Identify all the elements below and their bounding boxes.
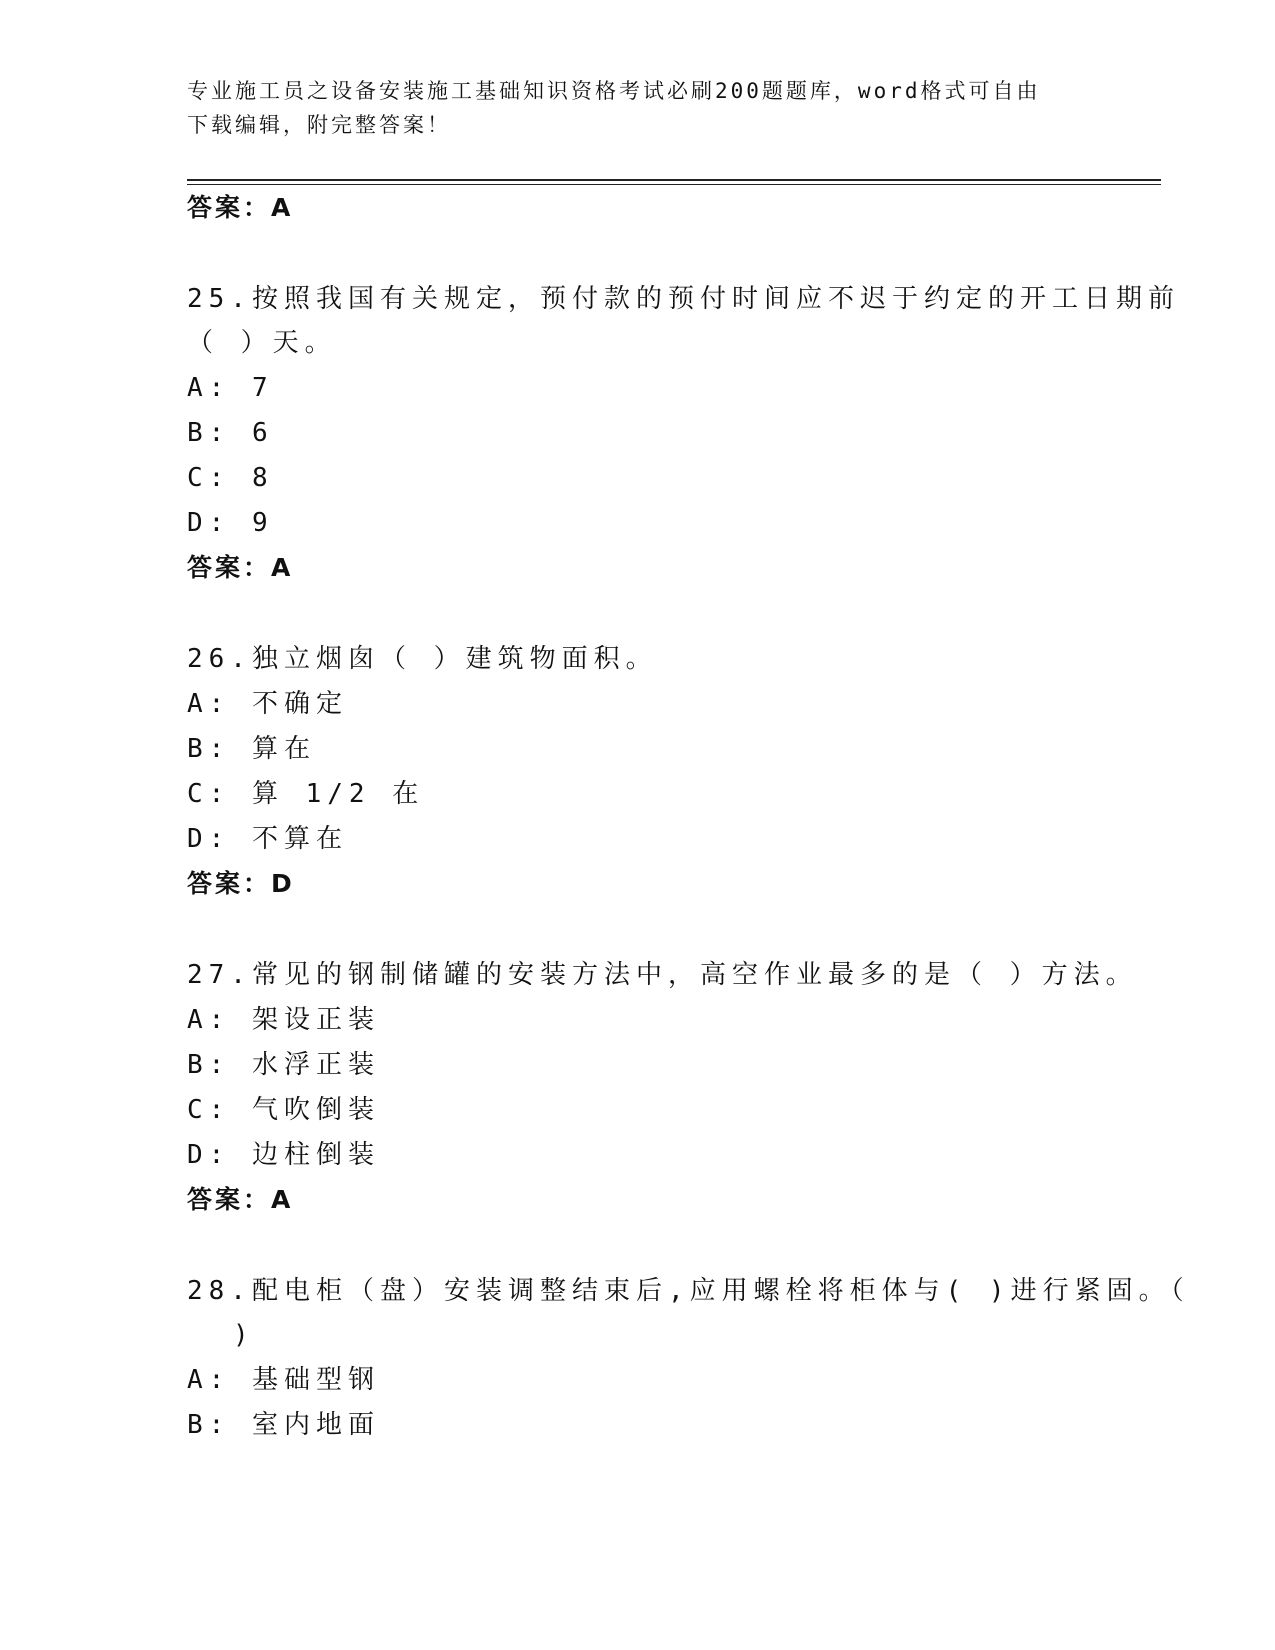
question-25-option-a: A: 7	[187, 373, 274, 403]
question-28-stem: 28.配电柜（盘）安装调整结束后,应用螺栓将柜体与( )进行紧固。（	[187, 1276, 1190, 1306]
header-divider-thick	[187, 179, 1161, 181]
question-26-option-c: C: 算 1/2 在	[187, 779, 425, 809]
question-27-option-d: D: 边柱倒装	[187, 1140, 380, 1170]
question-26-answer: 答案：D	[187, 869, 295, 898]
question-27-option-b: B: 水浮正装	[187, 1050, 380, 1080]
question-25-option-c: C: 8	[187, 463, 274, 493]
question-27-option-a: A: 架设正装	[187, 1005, 380, 1035]
question-27-option-c: C: 气吹倒装	[187, 1095, 380, 1125]
question-26-stem: 26.独立烟囱（ ）建筑物面积。	[187, 644, 658, 674]
answer-line: 答案：A	[187, 193, 294, 222]
question-25-answer: 答案：A	[187, 553, 294, 582]
document-header	[187, 74, 1077, 142]
header-line-2: 下载编辑，附完整答案！	[187, 113, 451, 137]
question-26-option-b: B: 算在	[187, 734, 316, 764]
question-25-stem: 25.按照我国有关规定，预付款的预付时间应不迟于约定的开工日期前	[187, 284, 1180, 314]
question-27-answer: 答案：A	[187, 1185, 294, 1214]
question-27-stem: 27.常见的钢制储罐的安装方法中，高空作业最多的是（ ）方法。	[187, 960, 1138, 990]
header-line-1: 专业施工员之设备安装施工基础知识资格考试必刷200题题库，word格式可自由	[187, 79, 1041, 103]
question-25-option-b: B: 6	[187, 418, 274, 448]
question-25-stem-cont: （ ）天。	[187, 328, 337, 358]
question-28-option-b: B: 室内地面	[187, 1410, 380, 1440]
question-26-option-a: A: 不确定	[187, 689, 348, 719]
question-25-option-d: D: 9	[187, 508, 274, 538]
header-divider-thin	[187, 184, 1161, 185]
question-28-stem-cont: )	[233, 1320, 255, 1350]
question-28-option-a: A: 基础型钢	[187, 1365, 380, 1395]
question-26-option-d: D: 不算在	[187, 824, 348, 854]
